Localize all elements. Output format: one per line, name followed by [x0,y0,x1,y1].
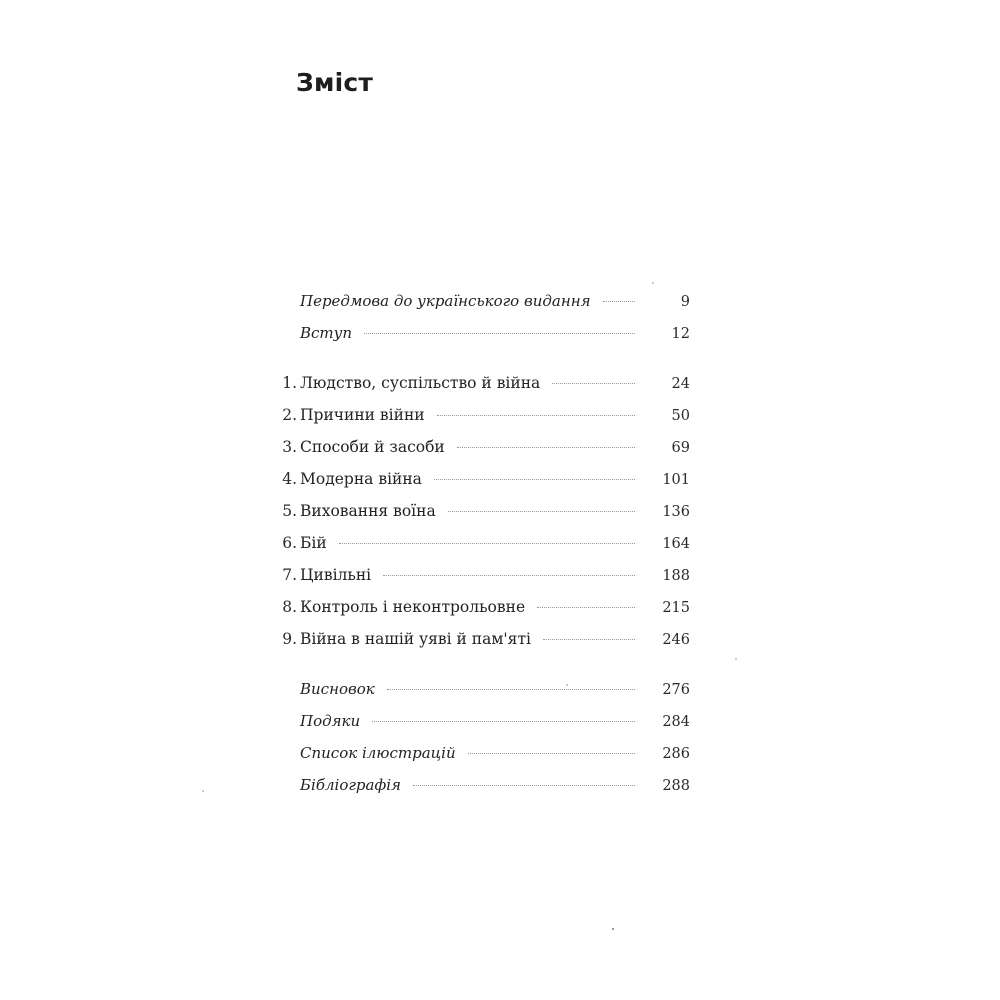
chapter-number: 4. [282,470,297,488]
dot-leader [468,753,635,754]
toc-entry-chapter-2[interactable] [270,406,690,432]
toc-entry-acknowledgements[interactable] [270,712,690,738]
chapter-number: 9. [282,630,297,648]
chapter-title: Війна в нашій уяві й пам'яті [300,630,531,648]
chapter-number: 8. [282,598,297,616]
entry-title: Передмова до українського видання [300,292,591,310]
dot-leader [457,447,635,448]
toc-entry-conclusion[interactable] [270,680,690,706]
chapter-page-number: 50 [671,408,690,424]
dot-leader [543,639,635,640]
scan-speck [612,928,614,930]
toc-entry-chapter-8[interactable] [270,598,690,624]
toc-entry-chapter-1[interactable] [270,374,690,400]
entry-page-number: 284 [662,714,690,730]
chapter-page-number: 188 [662,568,690,584]
toc-entry-introduction[interactable] [270,324,690,350]
chapter-number: 2. [282,406,297,424]
entry-title: Висновок [300,680,375,698]
chapter-page-number: 24 [671,376,690,392]
chapter-title: Виховання воїна [300,502,436,520]
toc-entry-chapter-3[interactable] [270,438,690,464]
chapter-title: Контроль і неконтрольовне [300,598,526,616]
dot-leader [339,543,635,544]
chapter-page-number: 215 [662,600,690,616]
toc-entry-chapter-4[interactable] [270,470,690,496]
toc-entry-list-of-illustrations[interactable] [270,744,690,770]
dot-leader [437,415,635,416]
chapter-number: 3. [282,438,297,456]
toc-entry-chapter-9[interactable] [270,630,690,656]
toc-entry-chapter-5[interactable] [270,502,690,528]
chapter-number: 5. [282,502,297,520]
chapter-number: 6. [282,534,297,552]
dot-leader [603,301,635,302]
chapter-number: 7. [282,566,297,584]
toc-entry-chapter-6[interactable] [270,534,690,560]
toc-entry-preface[interactable] [270,292,690,318]
dot-leader [372,721,635,722]
chapter-page-number: 69 [671,440,690,456]
chapter-title: Способи й засоби [300,438,445,456]
chapter-page-number: 164 [662,536,690,552]
dot-leader [434,479,635,480]
entry-page-number: 286 [662,746,690,762]
entry-page-number: 9 [680,294,690,310]
scan-speck [566,684,568,686]
entry-title: Подяки [300,712,361,730]
chapter-title: Модерна війна [300,470,422,488]
entry-page-number: 288 [662,778,690,794]
dot-leader [413,785,635,786]
dot-leader [383,575,635,576]
toc-entry-bibliography[interactable] [270,776,690,802]
entry-title: Список ілюстрацій [300,744,456,762]
entry-page-number: 276 [662,682,690,698]
entry-title: Вступ [300,324,353,342]
chapter-page-number: 101 [662,472,690,488]
chapter-title: Цивільні [300,566,372,584]
dot-leader [537,607,635,608]
scan-speck [735,658,737,660]
entry-title: Бібліографія [300,776,401,794]
chapter-number: 1. [282,374,297,392]
toc-entry-chapter-7[interactable] [270,566,690,592]
dot-leader [448,511,635,512]
scan-speck [652,282,654,284]
dot-leader [552,383,635,384]
dot-leader [364,333,635,334]
chapter-page-number: 246 [662,632,690,648]
dot-leader [387,689,635,690]
page-title: Зміст [296,68,374,97]
chapter-title: Причини війни [300,406,425,424]
entry-page-number: 12 [671,326,690,342]
chapter-title: Бій [300,534,327,552]
chapter-title: Людство, суспільство й війна [300,374,541,392]
scan-speck [202,790,204,792]
chapter-page-number: 136 [662,504,690,520]
